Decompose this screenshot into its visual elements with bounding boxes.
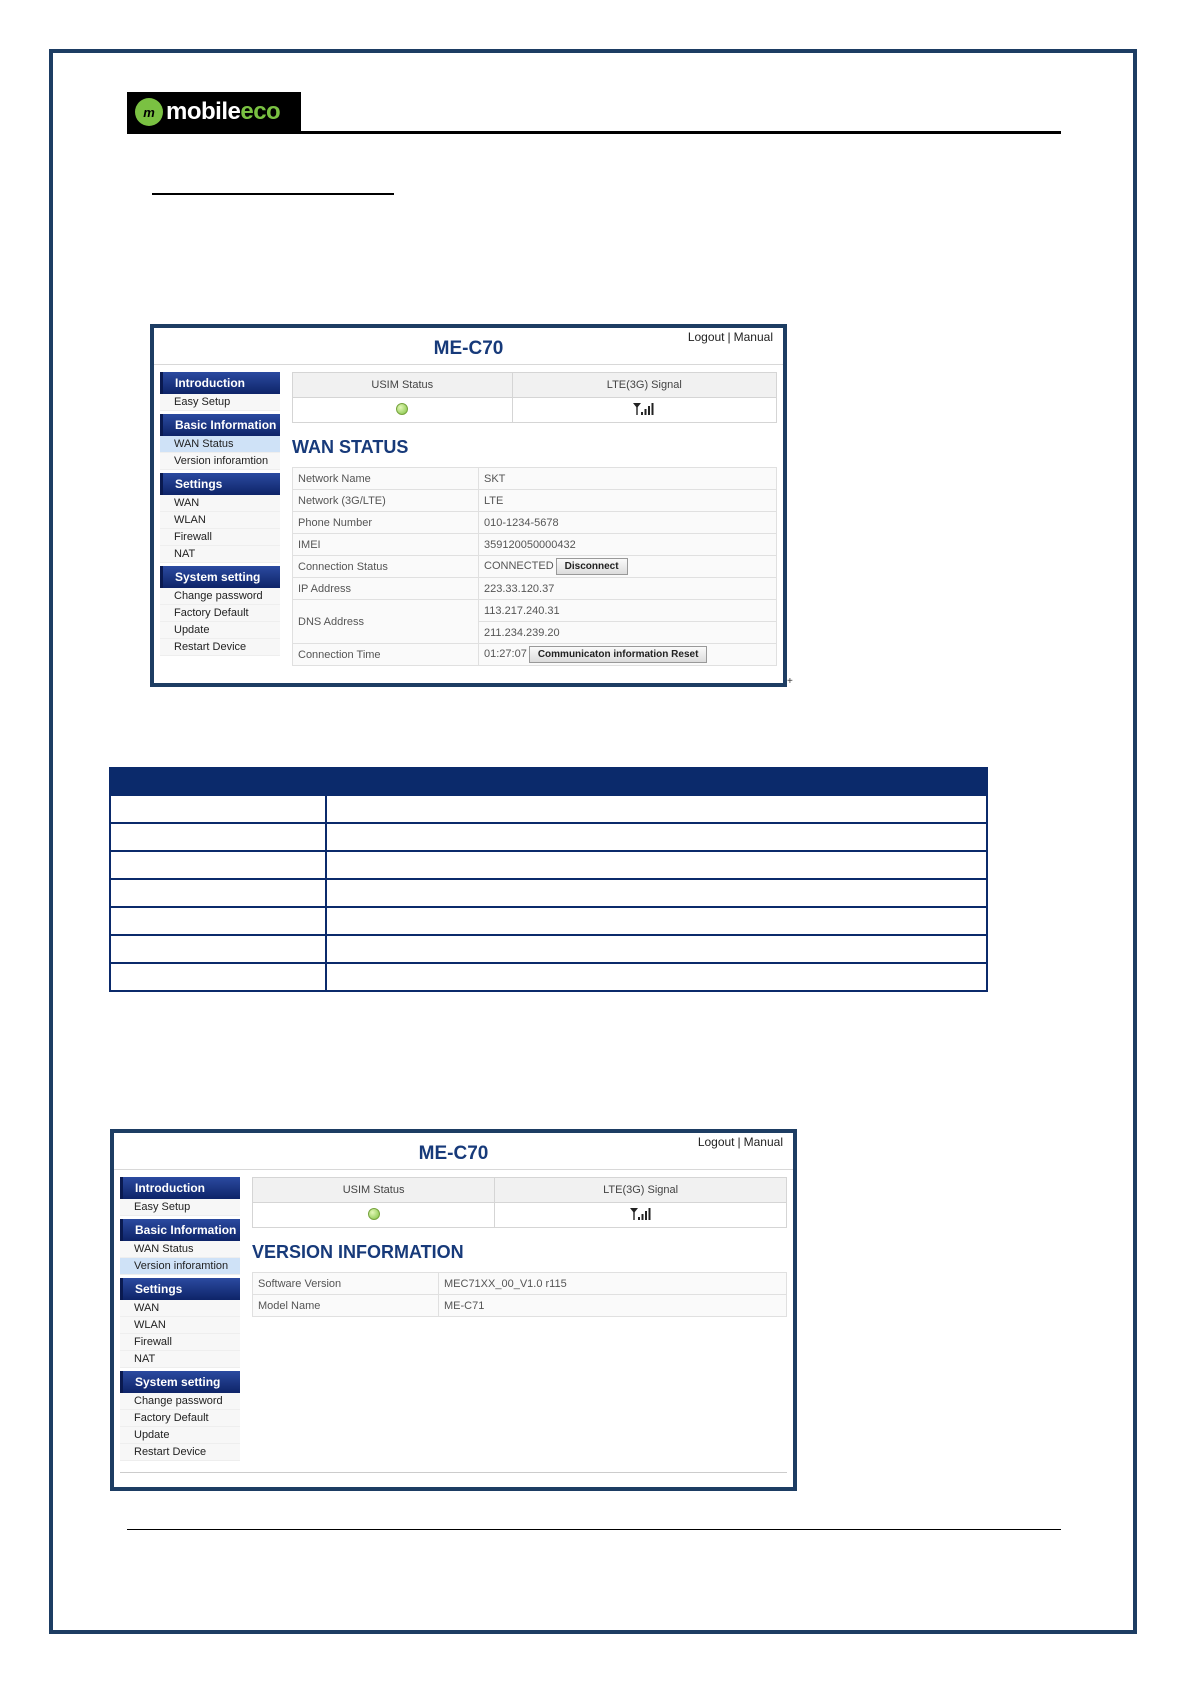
sidebar-item-wan[interactable]: WAN [160, 495, 280, 512]
page-heading: VERSION INFORMATION [252, 1242, 464, 1262]
signal-label: LTE(3G) Signal [495, 1178, 787, 1203]
table-row [110, 935, 987, 963]
signal-bars-icon [633, 403, 655, 415]
logout-link[interactable]: Logout [697, 1135, 735, 1149]
table-cell [110, 935, 326, 963]
table-row [253, 1273, 787, 1295]
table-row [293, 468, 777, 490]
table-row [110, 795, 987, 823]
row-label: Connection Status [293, 556, 479, 578]
section-title-underline [152, 193, 394, 195]
disconnect-button[interactable]: Disconnect [556, 558, 628, 575]
row-value [479, 556, 777, 578]
table-row [110, 963, 987, 991]
usim-status-label: USIM Status [293, 373, 513, 398]
table-cell [326, 851, 987, 879]
row-value: MEC71XX_00_V1.0 r115 [439, 1273, 787, 1295]
sidebar-item-update[interactable]: Update [120, 1427, 240, 1444]
sidebar-item-version-information[interactable]: Version inforamtion [160, 453, 280, 470]
row-label: Connection Time [293, 644, 479, 666]
manual-link[interactable]: Manual [733, 330, 773, 344]
row-value [479, 644, 777, 666]
table-cell [110, 907, 326, 935]
header-rule [127, 131, 1061, 134]
table-row [293, 534, 777, 556]
table-cell [326, 963, 987, 991]
panel-title: ME-C70 [433, 338, 504, 359]
sidebar-item-restart-device[interactable]: Restart Device [120, 1444, 240, 1461]
reset-info-button[interactable]: Communicaton information Reset [529, 646, 708, 663]
connection-status-value: CONNECTED [484, 560, 554, 572]
manual-link[interactable]: Manual [743, 1135, 783, 1149]
table-header-row [110, 768, 987, 795]
sidebar-item-change-password[interactable]: Change password [120, 1393, 240, 1410]
panel-links: Logout | Manual [687, 330, 773, 344]
sidebar [120, 1177, 240, 1461]
row-value: 113.217.240.31 [479, 600, 777, 622]
table-row [293, 490, 777, 512]
sidebar-item-version-information[interactable]: Version inforamtion [120, 1258, 240, 1275]
table-cell [110, 823, 326, 851]
row-value: LTE [479, 490, 777, 512]
sidebar-item-change-password[interactable]: Change password [160, 588, 280, 605]
sidebar-item-nat[interactable]: NAT [120, 1351, 240, 1368]
sidebar-item-wlan[interactable]: WLAN [160, 512, 280, 529]
table-row [293, 600, 777, 622]
row-label: IP Address [293, 578, 479, 600]
main-content [252, 1177, 787, 1317]
row-value: SKT [479, 468, 777, 490]
anchor-mark: + [787, 676, 793, 687]
table-row [110, 823, 987, 851]
sidebar-item-nat[interactable]: NAT [160, 546, 280, 563]
sidebar-item-firewall[interactable]: Firewall [160, 529, 280, 546]
panel-header [114, 1133, 793, 1170]
row-label: Network Name [293, 468, 479, 490]
footer-rule [127, 1529, 1061, 1530]
main-content [292, 372, 777, 666]
table-row [293, 556, 777, 578]
wan-status-table [292, 467, 777, 666]
wan-status-screenshot [150, 324, 787, 687]
row-value: 359120050000432 [479, 534, 777, 556]
table-row [293, 644, 777, 666]
version-info-screenshot [110, 1129, 797, 1491]
sidebar-head-settings[interactable]: Settings [120, 1278, 240, 1300]
sidebar-item-factory-default[interactable]: Factory Default [120, 1410, 240, 1427]
sidebar-item-firewall[interactable]: Firewall [120, 1334, 240, 1351]
table-header-cell [110, 768, 987, 795]
status-signal-table [252, 1177, 787, 1228]
version-info-table [252, 1272, 787, 1317]
row-value: 010-1234-5678 [479, 512, 777, 534]
sidebar-item-factory-default[interactable]: Factory Default [160, 605, 280, 622]
sidebar-item-wan-status[interactable]: WAN Status [120, 1241, 240, 1258]
sidebar-item-wan[interactable]: WAN [120, 1300, 240, 1317]
sidebar-head-introduction[interactable]: Introduction [120, 1177, 240, 1199]
row-label: Phone Number [293, 512, 479, 534]
sidebar-item-restart-device[interactable]: Restart Device [160, 639, 280, 656]
row-label: DNS Address [293, 600, 479, 644]
sidebar-item-easy-setup[interactable]: Easy Setup [120, 1199, 240, 1216]
signal-bars-icon [630, 1208, 652, 1220]
panel-links: Logout | Manual [697, 1135, 783, 1149]
row-label: IMEI [293, 534, 479, 556]
page-heading: WAN STATUS [292, 437, 409, 457]
logout-link[interactable]: Logout [687, 330, 725, 344]
logo-text-main: mobile [166, 98, 241, 125]
panel-footer-rule [120, 1472, 787, 1473]
logo-mark-icon: m [135, 98, 163, 126]
table-row [293, 578, 777, 600]
sidebar-head-system-setting[interactable]: System setting [120, 1371, 240, 1393]
sidebar-head-basic-information[interactable]: Basic Information [160, 414, 280, 436]
sidebar-item-update[interactable]: Update [160, 622, 280, 639]
usim-status-label: USIM Status [253, 1178, 495, 1203]
usim-ok-icon [368, 1208, 380, 1220]
row-label: Model Name [253, 1295, 439, 1317]
sidebar-head-basic-information[interactable]: Basic Information [120, 1219, 240, 1241]
signal-label: LTE(3G) Signal [512, 373, 776, 398]
logo-text [166, 98, 280, 126]
table-row [110, 879, 987, 907]
table-row [293, 512, 777, 534]
sidebar-head-system-setting[interactable]: System setting [160, 566, 280, 588]
logo-text-accent: eco [240, 98, 281, 125]
sidebar-head-introduction[interactable]: Introduction [160, 372, 280, 394]
row-label: Network (3G/LTE) [293, 490, 479, 512]
sidebar-item-wlan[interactable]: WLAN [120, 1317, 240, 1334]
row-value: ME-C71 [439, 1295, 787, 1317]
panel-title: ME-C70 [418, 1143, 489, 1164]
table-cell [326, 935, 987, 963]
table-cell [110, 795, 326, 823]
table-row [110, 851, 987, 879]
usim-ok-icon [396, 403, 408, 415]
table-cell [110, 851, 326, 879]
sidebar-item-easy-setup[interactable]: Easy Setup [160, 394, 280, 411]
mobileeco-logo [127, 92, 301, 132]
table-row [253, 1295, 787, 1317]
table-cell [326, 823, 987, 851]
table-cell [326, 795, 987, 823]
row-label: Software Version [253, 1273, 439, 1295]
table-cell [326, 879, 987, 907]
connection-time-value: 01:27:07 [484, 648, 527, 660]
blank-document-table [109, 767, 988, 992]
table-cell [110, 963, 326, 991]
panel-header [154, 328, 783, 365]
table-cell [326, 907, 987, 935]
sidebar-item-wan-status[interactable]: WAN Status [160, 436, 280, 453]
row-value: 211.234.239.20 [479, 622, 777, 644]
status-signal-table [292, 372, 777, 423]
sidebar-head-settings[interactable]: Settings [160, 473, 280, 495]
row-value: 223.33.120.37 [479, 578, 777, 600]
table-row [110, 907, 987, 935]
table-cell [110, 879, 326, 907]
sidebar [160, 372, 280, 656]
